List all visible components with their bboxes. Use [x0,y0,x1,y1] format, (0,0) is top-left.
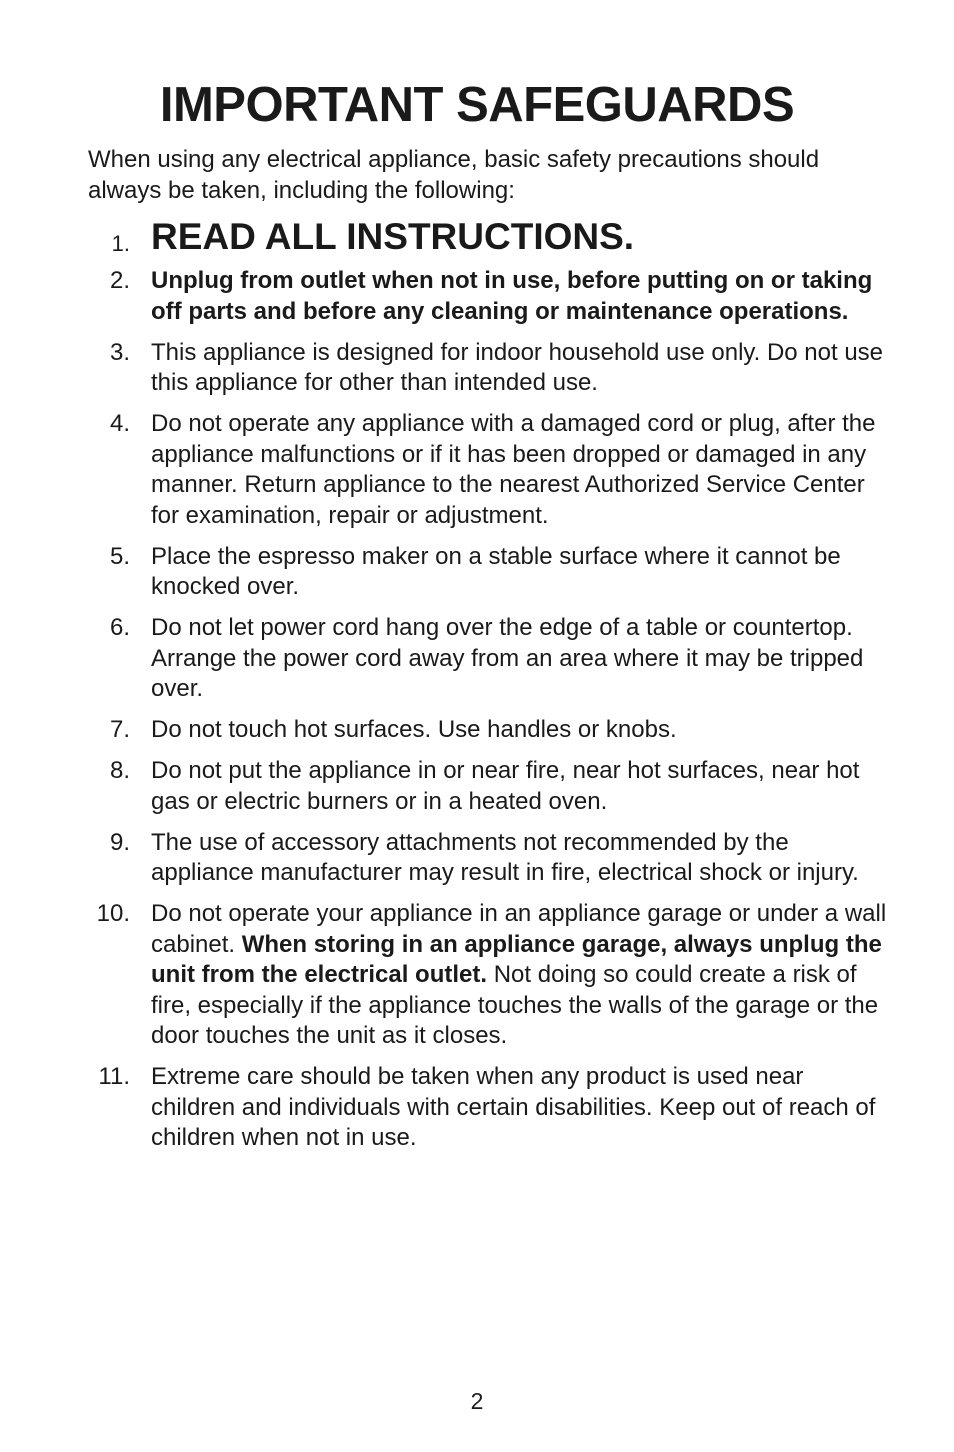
item-number: 3. [109,338,130,366]
item-text-before: Do not operate your appliance in an appliance garage or under a wall cabinet. [151,900,887,958]
safeguard-item-2 [0,266,954,327]
item-number: 5. [109,542,130,570]
safeguard-item-9 [0,828,954,889]
item-text: Do not operate any appliance with a damaged cord or plug, after the appliance malfunctions or if it has been dropped or damaged in any manner. Return appliance to the nearest Authorized Service Center for examination, repair or adjustment. [151,410,876,529]
item-number: 4. [109,410,130,437]
item-text-after: Not doing so could create a risk of fire, especially if the appliance touches the walls of the garage or the door touches the unit as it closes. [151,961,879,1049]
item-text: The use of accessory attachments not recommended by the appliance manufacturer may result in fire, electrical shock or injury. [151,828,859,886]
item-number: 10. [96,900,130,927]
item-number: 1. [111,231,130,256]
item-text: Extreme care should be taken when any product is used near children and individuals with certain disabilities. Keep out of reach of children when not in use. [151,1063,876,1151]
item-text: Do not put the appliance in or near fire, near hot surfaces, near hot gas or electric burners or in a heated oven. [151,757,860,815]
item-number: 11. [98,1063,130,1090]
safeguard-item-1 [0,212,954,262]
item-number: 7. [109,716,130,743]
item-text: Do not let power cord hang over the edge of a table or countertop. Arrange the power cord away from an area where it may be tripped over. [151,614,864,702]
item-number: 9. [109,828,130,856]
item-text: Unplug from outlet when not in use, before putting on or taking off parts and before any cleaning or maintenance operations. [151,267,873,325]
safeguard-item-4 [0,409,954,531]
safeguard-item-6 [0,613,954,705]
item-text-bold: When storing in an appliance garage, always unplug the unit from the electrical outlet. [151,930,882,988]
safeguard-item-8 [0,756,954,817]
safeguard-item-3 [0,338,954,399]
item-number: 2. [109,267,130,294]
item-number: 6. [109,614,130,641]
item-text: READ ALL INSTRUCTIONS. [151,216,635,257]
item-text: Do not touch hot surfaces. Use handles or knobs. [151,716,677,743]
safeguard-item-10 [0,899,954,1052]
safeguard-item-5 [0,542,954,603]
item-text: Place the espresso maker on a stable surface where it cannot be knocked over. [151,542,841,600]
safeguard-item-7 [0,715,954,746]
safeguard-item-11 [0,1062,954,1154]
safeguards-list [0,212,954,1164]
page-title: IMPORTANT SAFEGUARDS [159,78,795,132]
intro-paragraph: When using any electrical appliance, basic safety precautions should always be taken, including the following: [88,146,820,204]
item-text: This appliance is designed for indoor household use only. Do not use this appliance for other than intended use. [151,338,884,396]
page-number: 2 [470,1388,484,1414]
item-number: 8. [109,757,130,784]
